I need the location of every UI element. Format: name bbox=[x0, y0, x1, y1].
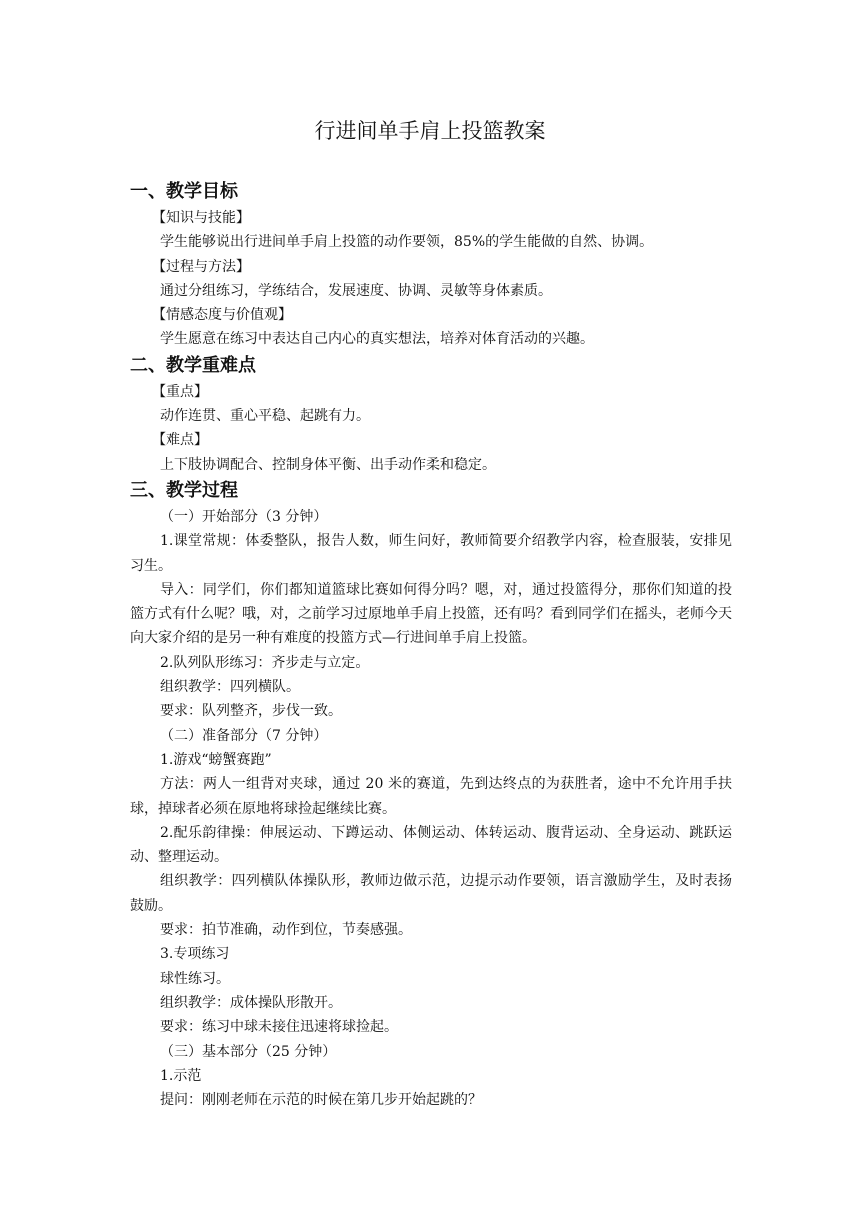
section-heading-process: 三、教学过程 bbox=[130, 479, 238, 501]
part-heading-start: （一）开始部分（3 分钟） bbox=[160, 508, 328, 525]
paragraph: 学生愿意在练习中表达自己内心的真实想法，培养对体育活动的兴趣。 bbox=[160, 331, 594, 348]
document-title: 行进间单手肩上投篮教案 bbox=[314, 119, 546, 143]
paragraph: 1.游戏“螃蟹赛跑” bbox=[160, 751, 272, 768]
paragraph: 3.专项练习 bbox=[160, 946, 230, 963]
document-body bbox=[130, 178, 732, 1112]
paragraph: 通过分组练习，学练结合，发展速度、协调、灵敏等身体素质。 bbox=[160, 282, 552, 299]
paragraph: 上下肢协调配合、控制身体平衡、出手动作柔和稳定。 bbox=[160, 456, 496, 473]
paragraph: 2.配乐韵律操：伸展运动、下蹲运动、体侧运动、体转运动、腹背运动、全身运动、跳跃运动、整理运动。 bbox=[130, 824, 732, 866]
paragraph: 2.队列队形练习：齐步走与立定。 bbox=[160, 654, 370, 671]
part-heading-warmup: （二）准备部分（7 分钟） bbox=[160, 727, 328, 744]
paragraph: 组织教学：四列横队体操队形，教师边做示范，边提示动作要领，语言激励学生，及时表扬鼓励。 bbox=[130, 873, 732, 914]
paragraph: 组织教学：四列横队。 bbox=[160, 679, 300, 696]
subheading-difficulty: 【难点】 bbox=[152, 432, 208, 449]
section-heading-objectives: 一、教学目标 bbox=[130, 181, 238, 202]
paragraph: 组织教学：成体操队形散开。 bbox=[160, 994, 342, 1011]
part-heading-basic: （三）基本部分（25 分钟） bbox=[160, 1043, 337, 1060]
subheading-attitude: 【情感态度与价值观】 bbox=[152, 307, 292, 324]
paragraph: 球性练习。 bbox=[160, 970, 230, 987]
subheading-knowledge: 【知识与技能】 bbox=[152, 210, 250, 226]
paragraph: 1.示范 bbox=[160, 1067, 202, 1084]
paragraph: 提问：刚刚老师在示范的时候在第几步开始起跳的？ bbox=[160, 1092, 482, 1109]
paragraph: 动作连贯、重心平稳、起跳有力。 bbox=[160, 408, 370, 425]
paragraph: 导入：同学们，你们都知道篮球比赛如何得分吗？嗯，对，通过投篮得分，那你们知道的投篮方式有什么呢？哦，对，之前学习过原地单手肩上投篮，还有吗？看到同学们在摇头，老师今天向大家介绍的是另一种有难度的投篮方式—行进间单手肩上投篮。 bbox=[130, 581, 732, 647]
section-heading-key-points: 二、教学重难点 bbox=[130, 354, 256, 376]
subheading-key-point: 【重点】 bbox=[152, 383, 208, 400]
paragraph: 方法：两人一组背对夹球，通过 20 米的赛道，先到达终点的为获胜者，途中不允许用手扶球，掉球者必须在原地将球捡起继续比赛。 bbox=[130, 776, 732, 817]
paragraph: 学生能够说出行进间单手肩上投篮的动作要领，85%的学生能做的自然、协调。 bbox=[160, 234, 654, 251]
paragraph: 要求：队列整齐，步伐一致。 bbox=[160, 703, 342, 720]
paragraph: 要求：练习中球未接住迅速将球捡起。 bbox=[160, 1019, 398, 1036]
paragraph: 1.课堂常规：体委整队，报告人数，师生问好，教师简要介绍教学内容，检查服装，安排见习生。 bbox=[130, 533, 732, 574]
subheading-process: 【过程与方法】 bbox=[152, 258, 250, 275]
paragraph: 要求：拍节准确，动作到位，节奏感强。 bbox=[160, 922, 412, 939]
